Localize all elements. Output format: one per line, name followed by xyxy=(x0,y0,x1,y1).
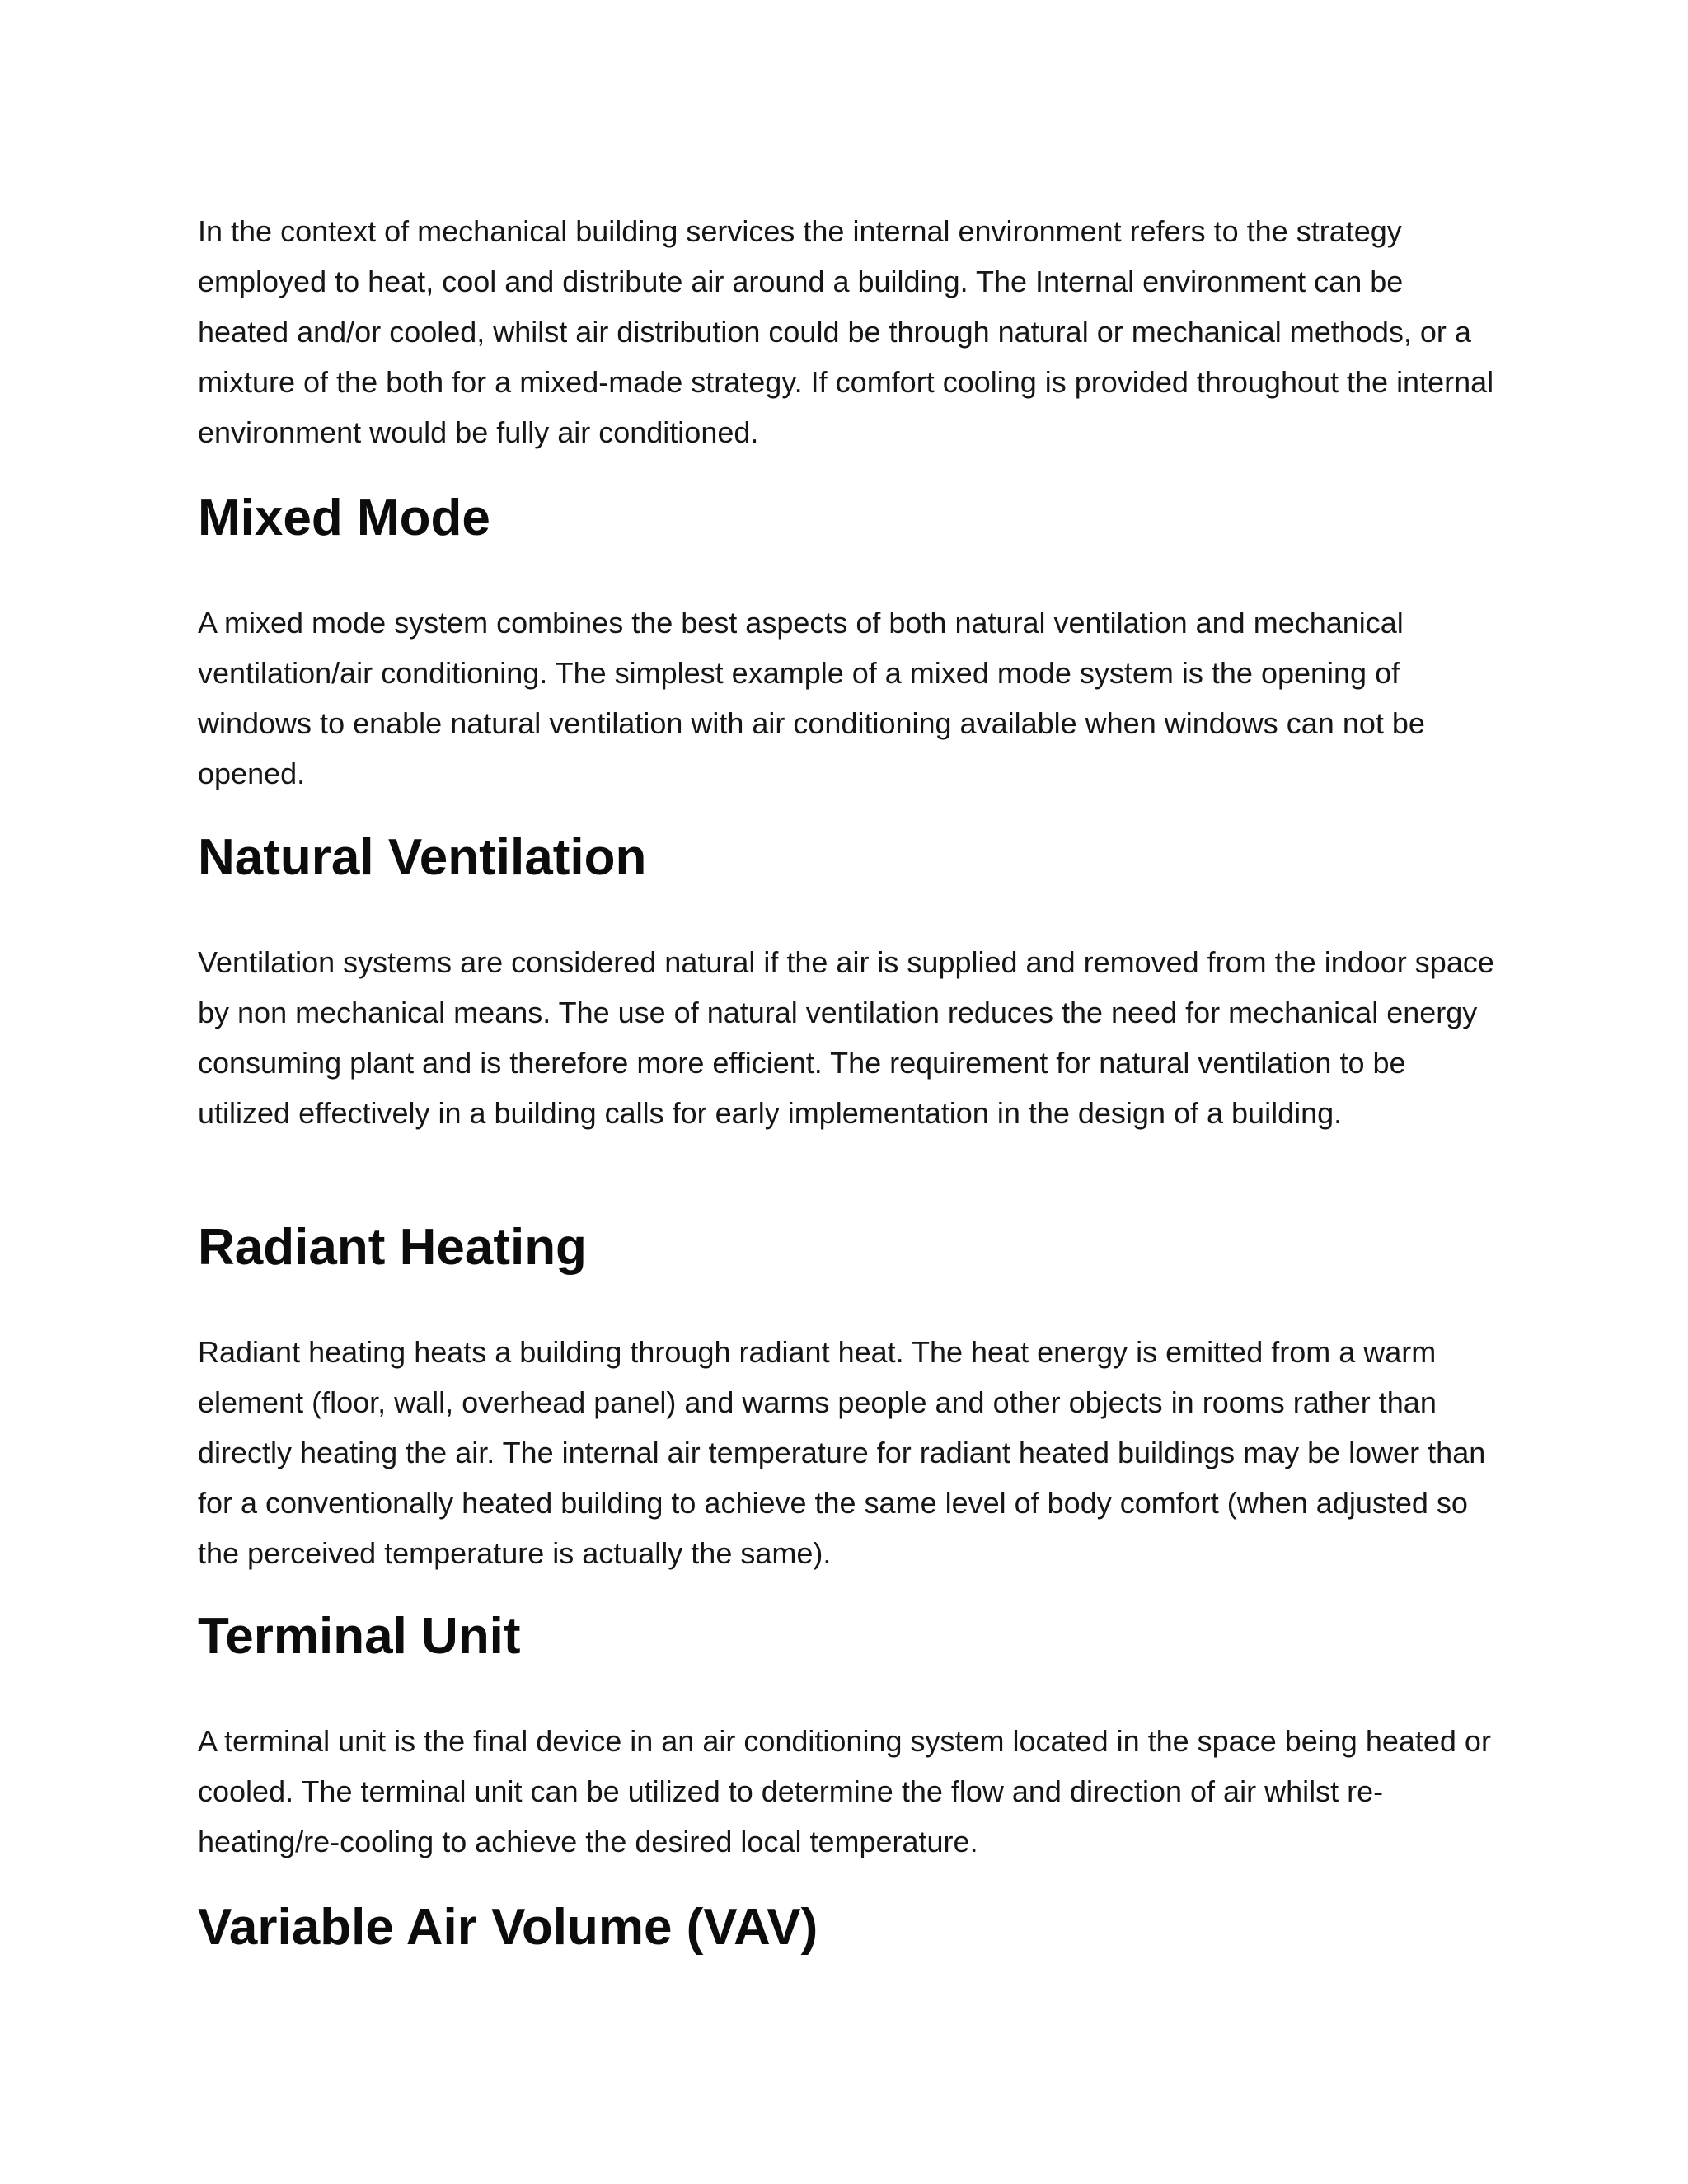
section-body-radiant-heating: Radiant heating heats a building through radiant heat. The heat energy is emitted from a warm element (floor, wall, overhead panel) and warms people and other objects in rooms rather than directly heating the air. The internal air temperature for radiant heated buildings may be lower than for a conventionally heated building to achieve the same level of body comfort (when adjusted so the perceived temperature is actually the same). xyxy=(198,1335,1486,1570)
section-body-terminal-unit: A terminal unit is the final device in an air conditioning system located in the space being heated or cooled. The terminal unit can be utilized to determine the flow and direction of air whilst re-heating/re-cooling to achieve the desired local temperature. xyxy=(198,1724,1491,1858)
section-body-mixed-mode: A mixed mode system combines the best aspects of both natural ventilation and mechanical ventilation/air conditioning. The simplest example of a mixed mode system is the opening of windows to enable natural ventilation with air conditioning available when windows can not be opened. xyxy=(198,606,1425,790)
section-heading-natural-ventilation: Natural Ventilation xyxy=(198,829,647,886)
section-body-natural-ventilation: Ventilation systems are considered natural if the air is supplied and removed from the indoor space by non mechanical means. The use of natural ventilation reduces the need for mechanical energy consuming plant and is therefore more efficient. The requirement for natural ventilation to be utilized effectively in a building calls for early implementation in the design of a building. xyxy=(198,945,1494,1130)
intro-paragraph: In the context of mechanical building services the internal environment refers to the strategy employed to heat, cool and distribute air around a building. The Internal environment can be heated and/or cooled, whilst air distribution could be through natural or mechanical methods, or a mixture of the both for a mixed-made strategy. If comfort cooling is provided throughout the internal environment would be fully air conditioned. xyxy=(198,214,1494,449)
section-heading-radiant-heating: Radiant Heating xyxy=(198,1219,587,1276)
section-heading-variable-air-volume: Variable Air Volume (VAV) xyxy=(198,1899,818,1956)
section-heading-mixed-mode: Mixed Mode xyxy=(198,490,490,546)
section-heading-terminal-unit: Terminal Unit xyxy=(198,1608,521,1665)
